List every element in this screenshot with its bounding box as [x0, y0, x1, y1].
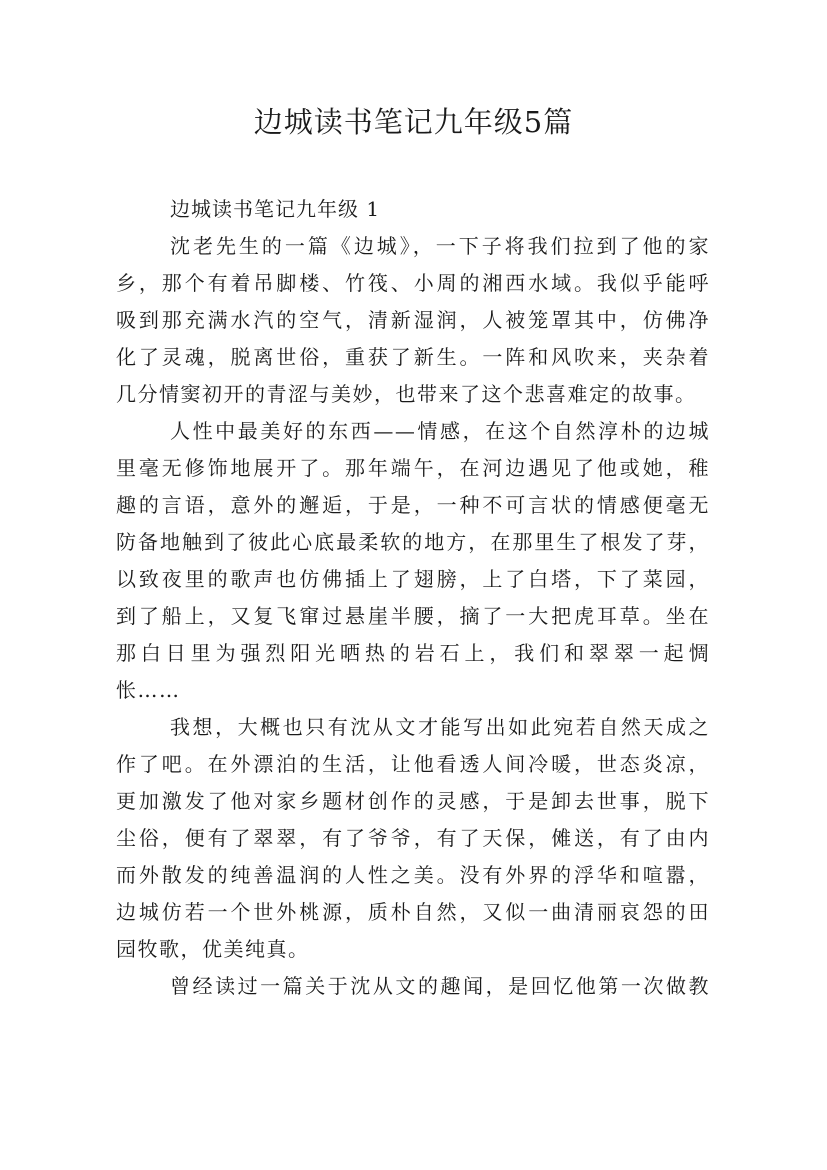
paragraph [116, 413, 710, 709]
paragraph-line: 沈老先生的一篇《边城》，一下子将我们拉到了他的家 [170, 234, 710, 258]
paragraph [116, 709, 710, 968]
paragraph-line: 趣的言语，意外的邂逅，于是，一种不可言状的情感便毫无 [116, 493, 710, 517]
paragraph-line: 里毫无修饰地展开了。那年端午，在河边遇见了他或她，稚 [116, 456, 710, 480]
paragraph [116, 968, 710, 1005]
paragraph-line: 几分情窦初开的青涩与美妙，也带来了这个悲喜难定的故事。 [116, 382, 697, 406]
paragraph-line: 怅…… [116, 678, 181, 702]
paragraph [116, 228, 710, 413]
paragraph-line: 那白日里为强烈阳光晒热的岩石上，我们和翠翠一起惆 [116, 641, 710, 665]
paragraph-line: 更加激发了他对家乡题材创作的灵感，于是卸去世事，脱下 [116, 789, 710, 813]
paragraph-line: 人性中最美好的东西——情感，在这个自然淳朴的边城 [170, 419, 710, 443]
paragraph-line: 园牧歌，优美纯真。 [116, 937, 310, 961]
paragraph-line: 曾经读过一篇关于沈从文的趣闻，是回忆他第一次做教 [170, 974, 710, 998]
paragraph-line: 吸到那充满水汽的空气，清新湿润，人被笼罩其中，仿佛净 [116, 308, 710, 332]
paragraph-line: 以致夜里的歌声也仿佛插上了翅膀，上了白塔，下了菜园， [116, 567, 710, 591]
paragraph-line: 到了船上，又复飞窜过悬崖半腰，摘了一大把虎耳草。坐在 [116, 604, 710, 628]
document-body [116, 191, 710, 1005]
paragraph-line: 乡，那个有着吊脚楼、竹筏、小周的湘西水域。我似乎能呼 [116, 271, 710, 295]
paragraph-line: 我想，大概也只有沈从文才能写出如此宛若自然天成之 [170, 715, 710, 739]
paragraph-line: 边城仿若一个世外桃源，质朴自然，又似一曲清丽哀怨的田 [116, 900, 710, 924]
paragraph-line: 尘俗，便有了翠翠，有了爷爷，有了天保，傩送，有了由内 [116, 826, 710, 850]
paragraph-line: 而外散发的纯善温润的人性之美。没有外界的浮华和喧嚣， [116, 863, 710, 887]
paragraph-line: 防备地触到了彼此心底最柔软的地方，在那里生了根发了芽， [116, 530, 710, 554]
section-heading: 边城读书笔记九年级 1 [170, 197, 381, 221]
paragraph-line: 化了灵魂，脱离世俗，重获了新生。一阵和风吹来，夹杂着 [116, 345, 710, 369]
paragraph-line: 作了吧。在外漂泊的生活，让他看透人间冷暖，世态炎凉， [116, 752, 710, 776]
document-title: 边城读书笔记九年级5篇 [253, 105, 574, 139]
